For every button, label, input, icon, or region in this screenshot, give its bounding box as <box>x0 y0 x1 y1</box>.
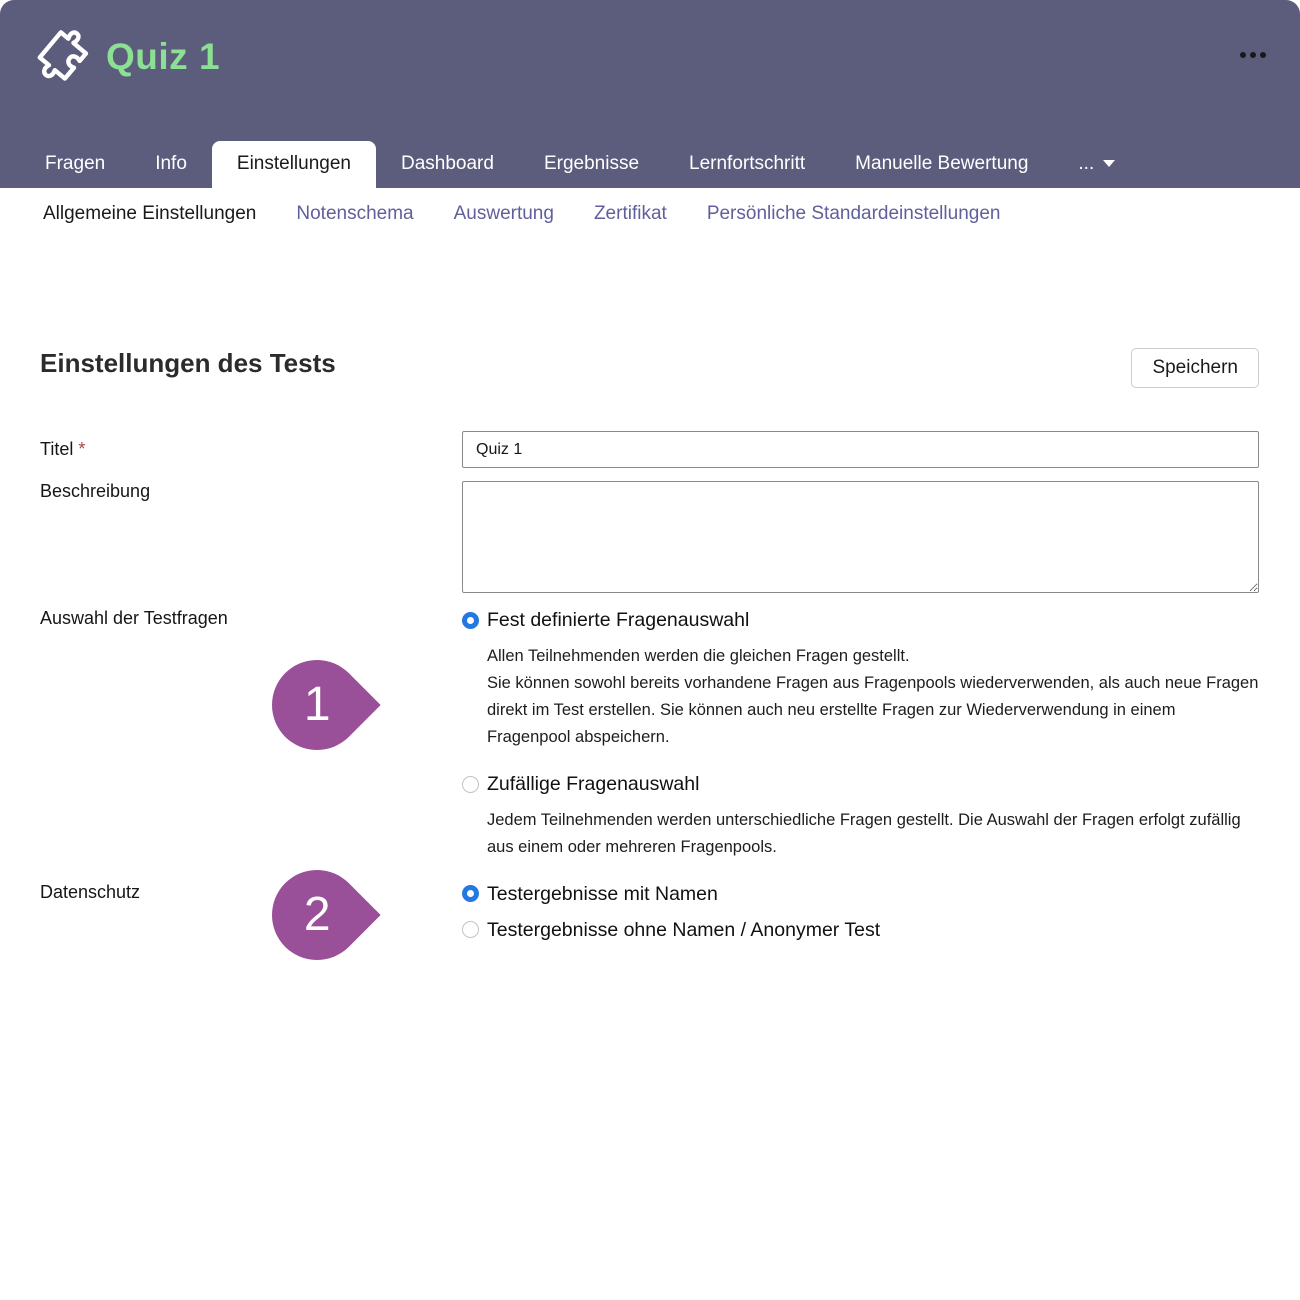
tab-more[interactable]: ... <box>1053 141 1140 188</box>
radio-button-icon[interactable] <box>462 612 479 629</box>
save-button[interactable]: Speichern <box>1131 348 1259 388</box>
page-title: Quiz 1 <box>106 36 221 77</box>
titel-input[interactable] <box>462 431 1259 468</box>
testfragen-option1-byline: Allen Teilnehmenden werden die gleichen Fragen gestellt. Sie können sowohl bereits vorhandene Fragen aus Fragenpools wiederverwenden, als auch neue Fragen direkt im Test erstellen. Sie können auch neu erstellte Fragen zur Wiederverwendung in einem Fragenpool abspeichern. <box>487 647 1259 746</box>
testfragen-option2-byline: Jedem Teilnehmenden werden unterschiedliche Fragen gestellt. Die Auswahl der Fragen erfolgt zufällig aus einem oder mehreren Fragenpools. <box>487 811 1241 856</box>
titel-label: Titel * <box>40 439 86 459</box>
annotation-marker-1: 1 <box>253 641 380 768</box>
required-asterisk: * <box>78 439 86 459</box>
radio-button-icon[interactable] <box>462 885 479 902</box>
tab-manuelle-bewertung[interactable]: Manuelle Bewertung <box>855 153 1029 174</box>
radio-option-zufaellige-fragenauswahl[interactable]: Zufällige Fragenauswahl <box>462 772 1259 797</box>
radio-button-icon[interactable] <box>462 776 479 793</box>
subtab-notenschema[interactable]: Notenschema <box>296 203 414 224</box>
radio-option-testergebnisse-mit-namen[interactable]: Testergebnisse mit Namen <box>462 882 1259 907</box>
form-heading: Einstellungen des Tests <box>40 348 336 378</box>
radio-option-fest-definierte-fragenauswahl[interactable]: Fest definierte Fragenauswahl <box>462 608 1259 633</box>
subtab-allgemeine-einstellungen[interactable]: Allgemeine Einstellungen <box>43 203 257 224</box>
tab-lernfortschritt[interactable]: Lernfortschritt <box>689 153 806 174</box>
subtab-persoenliche-standardeinstellungen[interactable]: Persönliche Standardeinstellungen <box>706 203 1001 224</box>
radio-button-icon[interactable] <box>462 921 479 938</box>
tab-info[interactable]: Info <box>155 153 187 174</box>
settings-form <box>40 0 1259 1300</box>
radio-option-testergebnisse-ohne-namen[interactable]: Testergebnisse ohne Namen / Anonymer Test <box>462 918 1259 943</box>
tab-dashboard[interactable]: Dashboard <box>401 153 494 174</box>
subtab-auswertung[interactable]: Auswertung <box>453 203 554 224</box>
tab-fragen[interactable]: Fragen <box>45 153 106 174</box>
tab-einstellungen[interactable]: Einstellungen <box>212 141 376 188</box>
datenschutz-label: Datenschutz <box>40 882 141 902</box>
subtab-zertifikat[interactable]: Zertifikat <box>593 203 667 224</box>
beschreibung-label: Beschreibung <box>40 481 151 501</box>
annotation-marker-2: 2 <box>253 851 380 978</box>
beschreibung-textarea[interactable] <box>462 481 1259 593</box>
testfragen-label: Auswahl der Testfragen <box>40 608 228 628</box>
tab-ergebnisse[interactable]: Ergebnisse <box>543 153 640 174</box>
